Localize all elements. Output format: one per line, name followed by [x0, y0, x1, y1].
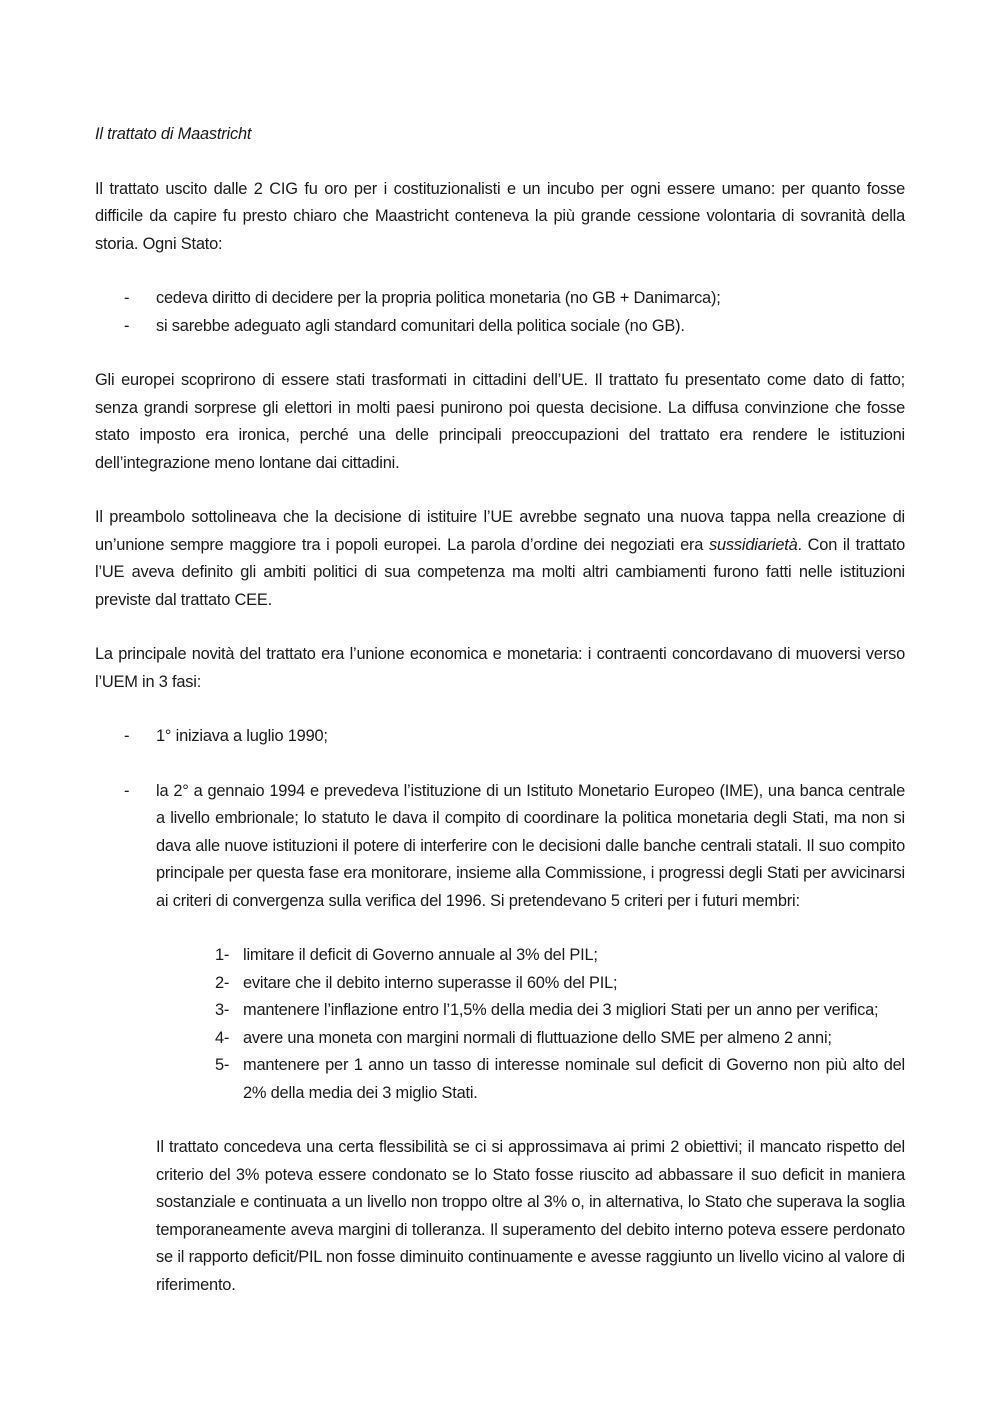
- section-title: Il trattato di Maastricht: [95, 125, 252, 143]
- criterion-number: 3-: [215, 1001, 230, 1019]
- sovereignty-list: [95, 285, 905, 340]
- dash-marker: -: [124, 316, 130, 335]
- dash-marker: -: [124, 289, 130, 307]
- list-item: [95, 723, 905, 751]
- criterion-text: mantenere per 1 anno un tasso di interesse nominale sul deficit di Governo non più alto del 2% della media dei 3 miglio Stati.: [243, 1056, 905, 1102]
- list-item: [95, 997, 905, 1025]
- criterion-number: 4-: [215, 1028, 230, 1047]
- criterion-text: evitare che il debito interno superasse il 60% del PIL;: [243, 973, 618, 992]
- list-item: [95, 1025, 905, 1053]
- criteria-list: [95, 942, 905, 1107]
- list-item: [95, 778, 905, 916]
- list-item: [95, 1052, 905, 1107]
- preamble-text-end: . Con il trattato l’UE aveva definito gli ambiti politici di sua competenza ma molti altri cambiamenti furono fatti nelle istituzioni previste dal trattato CEE.: [95, 535, 906, 609]
- paragraph-flexibility: Il trattato concedeva una certa flessibilità se ci si approssimava ai primi 2 obiettivi; il mancato rispetto del criterio del 3% poteva essere condonato se lo Stato fosse riuscito ad abbassare il suo deficit in maniera sostanziale e continuata a un livello non troppo oltre al 3% o, in alternativa, lo Stato che superava la soglia temporaneamente aveva margini di tolleranza. Il superamento del debito interno poteva essere perdonato se il rapporto deficit/PIL non fosse diminuito continuamente e avesse raggiunto un livello vicino al valore di riferimento.: [156, 1138, 905, 1294]
- paragraph-uem: La principale novità del trattato era l’unione economica e monetaria: i contraenti concordavano di muoversi verso l’UEM in 3 fasi:: [95, 645, 905, 691]
- dash-marker: -: [124, 727, 130, 745]
- criterion-number: 2-: [215, 973, 230, 992]
- list-item: [95, 313, 905, 341]
- list-item: [95, 942, 905, 970]
- paragraph-citizens: Gli europei scoprirono di essere stati trasformati in cittadini dell’UE. Il trattato fu presentato come dato di fatto; senza grandi sorprese gli elettori in molti paesi punirono poi questa decisione. La diffusa convinzione che fosse stato imposto era ironica, perché una delle principali preoccupazioni del trattato era rendere le istituzioni dell’integrazione meno lontane dai cittadini.: [95, 371, 905, 472]
- criterion-number: 5-: [215, 1056, 230, 1074]
- list-item: [95, 970, 905, 998]
- flexibility-block: [95, 1134, 905, 1299]
- dash-marker: -: [124, 781, 130, 800]
- paragraph-intro: Il trattato uscito dalle 2 CIG fu oro per i costituzionalisti e un incubo per ogni essere umano: per quanto fosse difficile da capire fu presto chiaro che Maastricht conteneva la più grande cessione volontaria di sovranità della storia. Ogni Stato:: [95, 179, 905, 253]
- paragraph-preamble: [95, 504, 905, 614]
- preamble-emphasis: sussidiarietà: [709, 535, 798, 554]
- phase-text: 1° iniziava a luglio 1990;: [156, 727, 328, 745]
- phases-list: [95, 723, 905, 915]
- preamble-text-start: Il preambolo sottolineava che la decisione di istituire l’UE avrebbe segnato una nuova tappa nella creazione di un’unione sempre maggiore tra i popoli europei. La parola d’ordine dei negoziati era: [95, 508, 905, 554]
- criterion-text: limitare il deficit di Governo annuale al 3% del PIL;: [243, 946, 598, 964]
- list-item-text: si sarebbe adeguato agli standard comunitari della politica sociale (no GB).: [156, 316, 685, 335]
- list-item-text: cedeva diritto di decidere per la propria politica monetaria (no GB + Danimarca);: [156, 289, 721, 307]
- criterion-text: avere una moneta con margini normali di fluttuazione dello SME per almeno 2 anni;: [243, 1028, 832, 1047]
- criterion-text: mantenere l’inflazione entro l’1,5% della media dei 3 migliori Stati per un anno per verifica;: [243, 1001, 879, 1019]
- list-item: [95, 285, 905, 313]
- phase-text: la 2° a gennaio 1994 e prevedeva l’istituzione di un Istituto Monetario Europeo (IME), una banca centrale a livello embrionale; lo statuto le dava il compito di coordinare la politica monetaria degli Stati, ma non si dava alle nuove istituzioni il potere di interferire con le decisioni dalle banche centrali statali. Il suo compito principale per questa fase era monitorare, insieme alla Commissione, i progressi degli Stati per avvicinarsi ai criteri di convergenza sulla verifica del 1996. Si pretendevano 5 criteri per i futuri membri:: [156, 781, 905, 910]
- criterion-number: 1-: [215, 946, 230, 964]
